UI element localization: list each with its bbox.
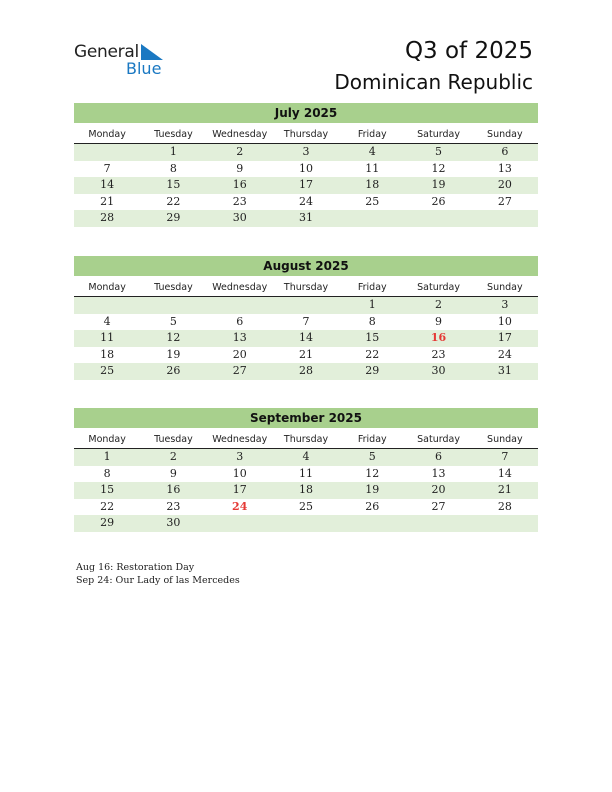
day-cell: 4 <box>302 450 310 463</box>
day-cell: 12 <box>166 331 181 344</box>
holiday-notes <box>76 561 240 587</box>
day-cell: 23 <box>232 194 247 208</box>
week-row <box>74 347 538 364</box>
day-cell: 23 <box>431 347 446 361</box>
day-cell: 1 <box>368 298 376 311</box>
day-cell: 28 <box>100 211 115 224</box>
day-cell: 9 <box>236 161 244 175</box>
day-cell: 29 <box>365 364 380 377</box>
day-cell: 27 <box>232 364 247 377</box>
day-cell: 21 <box>298 347 313 361</box>
weekday-label: Saturday <box>417 282 460 293</box>
day-cell: 8 <box>169 161 177 175</box>
day-cell: 24 <box>497 347 512 361</box>
month-july <box>74 103 538 227</box>
day-cell: 4 <box>368 145 376 158</box>
day-cell: 18 <box>365 178 380 191</box>
day-cell: 19 <box>431 178 446 191</box>
weekday-label: Friday <box>357 282 387 293</box>
weekday-label: Monday <box>88 282 126 293</box>
day-cell: 5 <box>435 145 443 158</box>
day-cell: 26 <box>166 364 181 377</box>
weekday-label: Tuesday <box>154 129 193 140</box>
day-cell: 27 <box>431 499 446 513</box>
day-cell <box>339 515 405 532</box>
day-cell: 13 <box>232 331 247 344</box>
weekday-label: Saturday <box>417 129 460 140</box>
weekday-header-row <box>74 126 538 144</box>
week-row <box>74 210 538 227</box>
day-cell: 2 <box>435 298 443 311</box>
day-cell: 23 <box>166 499 181 513</box>
day-cell: 2 <box>236 145 244 158</box>
day-cell: 12 <box>365 466 380 480</box>
day-cell: 9 <box>435 314 443 328</box>
day-cell: 7 <box>302 314 310 328</box>
day-cell: 19 <box>365 483 380 496</box>
day-cell: 9 <box>169 466 177 480</box>
day-cell: 20 <box>431 483 446 496</box>
holiday-note: Sep 24: Our Lady of las Mercedes <box>76 575 240 586</box>
day-cell: 14 <box>298 331 313 344</box>
weekday-label: Wednesday <box>212 282 268 293</box>
day-cell: 1 <box>169 145 177 158</box>
day-cell: 5 <box>169 314 177 328</box>
day-cell: 12 <box>431 161 446 175</box>
weekday-label: Friday <box>357 129 387 140</box>
week-row <box>74 482 538 499</box>
day-cell: 29 <box>100 516 115 529</box>
day-cell: 27 <box>497 194 512 208</box>
day-cell: 25 <box>100 364 115 377</box>
day-cell: 22 <box>365 347 380 361</box>
month-header: August 2025 <box>74 256 538 276</box>
weekday-label: Tuesday <box>154 434 193 445</box>
month-header: July 2025 <box>74 103 538 123</box>
day-cell <box>405 515 471 532</box>
day-cell: 1 <box>103 450 111 463</box>
week-row <box>74 314 538 331</box>
day-cell: 30 <box>431 364 446 377</box>
weekday-label: Sunday <box>487 129 523 140</box>
week-row <box>74 515 538 532</box>
day-cell: 16 <box>166 483 181 496</box>
week-row <box>74 161 538 178</box>
day-cell: 6 <box>435 450 443 463</box>
day-cell: 28 <box>298 364 313 377</box>
day-cell: 10 <box>497 314 512 328</box>
weekday-label: Sunday <box>487 282 523 293</box>
week-row <box>74 194 538 211</box>
country-name: Dominican Republic <box>334 70 533 94</box>
weekday-label: Wednesday <box>212 129 268 140</box>
day-cell <box>74 144 140 161</box>
day-cell: 15 <box>100 483 115 496</box>
weekday-header-row <box>74 431 538 449</box>
month-header: September 2025 <box>74 408 538 428</box>
weekday-label: Friday <box>357 434 387 445</box>
day-cell: 30 <box>166 516 181 529</box>
day-cell: 13 <box>497 161 512 175</box>
day-cell: 17 <box>497 331 512 344</box>
day-cell <box>140 297 206 314</box>
week-row <box>74 297 538 314</box>
day-cell: 13 <box>431 466 446 480</box>
day-cell <box>273 515 339 532</box>
day-cell: 19 <box>166 347 181 361</box>
day-cell: 25 <box>298 499 313 513</box>
day-cell <box>207 297 273 314</box>
day-cell: 16 <box>232 178 247 191</box>
day-cell <box>405 210 471 227</box>
month-august <box>74 256 538 380</box>
day-cell: 31 <box>497 364 512 377</box>
day-cell: 8 <box>368 314 376 328</box>
day-cell: 31 <box>298 211 313 224</box>
day-cell: 20 <box>497 178 512 191</box>
logo-general-text: General <box>74 42 139 62</box>
day-cell: 17 <box>232 483 247 496</box>
week-row <box>74 363 538 380</box>
day-cell: 14 <box>497 466 512 480</box>
day-cell: 30 <box>232 211 247 224</box>
day-cell: 10 <box>232 466 247 480</box>
day-cell <box>472 210 538 227</box>
day-cell: 17 <box>298 178 313 191</box>
day-cell: 2 <box>169 450 177 463</box>
day-cell <box>273 297 339 314</box>
day-cell <box>472 515 538 532</box>
day-cell: 18 <box>298 483 313 496</box>
weekday-label: Thursday <box>283 282 329 293</box>
weekday-label: Wednesday <box>212 434 268 445</box>
holiday-day-cell: 16 <box>430 331 447 344</box>
day-cell: 14 <box>100 178 115 191</box>
day-cell: 8 <box>103 466 111 480</box>
day-cell: 10 <box>298 161 313 175</box>
day-cell: 6 <box>501 145 509 158</box>
day-cell: 18 <box>100 347 115 361</box>
week-row <box>74 449 538 466</box>
day-cell: 6 <box>236 314 244 328</box>
holiday-day-cell: 24 <box>232 499 248 513</box>
weekday-label: Thursday <box>283 434 329 445</box>
week-row <box>74 499 538 516</box>
weekday-label: Thursday <box>283 129 329 140</box>
week-row <box>74 177 538 194</box>
day-cell: 15 <box>365 331 380 344</box>
day-cell: 22 <box>100 499 115 513</box>
day-cell: 5 <box>368 450 376 463</box>
weekday-label: Sunday <box>487 434 523 445</box>
weekday-label: Monday <box>88 434 126 445</box>
day-cell <box>207 515 273 532</box>
weekday-header-row <box>74 279 538 297</box>
holiday-note: Aug 16: Restoration Day <box>76 562 195 573</box>
day-cell <box>339 210 405 227</box>
day-cell: 11 <box>298 466 313 480</box>
day-cell: 28 <box>497 499 512 513</box>
day-cell: 20 <box>232 347 247 361</box>
weekday-label: Saturday <box>417 434 460 445</box>
day-cell: 26 <box>365 499 380 513</box>
weekday-label: Tuesday <box>154 282 193 293</box>
day-cell: 7 <box>501 450 509 463</box>
week-row <box>74 330 538 347</box>
day-cell: 21 <box>100 194 115 208</box>
day-cell: 11 <box>100 331 115 344</box>
week-row <box>74 144 538 161</box>
day-cell <box>74 297 140 314</box>
day-cell: 3 <box>302 145 310 158</box>
day-cell: 3 <box>236 450 244 463</box>
day-cell: 7 <box>103 161 111 175</box>
day-cell: 26 <box>431 194 446 208</box>
day-cell: 22 <box>166 194 181 208</box>
month-september <box>74 408 538 532</box>
day-cell: 21 <box>497 483 512 496</box>
logo-blue-text: Blue <box>126 59 162 78</box>
day-cell: 11 <box>365 161 380 175</box>
day-cell: 15 <box>166 178 181 191</box>
day-cell: 3 <box>501 298 509 311</box>
day-cell: 4 <box>103 314 111 328</box>
day-cell: 24 <box>298 194 313 208</box>
day-cell: 25 <box>365 194 380 208</box>
page-title: Q3 of 2025 <box>404 38 533 64</box>
week-row <box>74 466 538 483</box>
day-cell: 29 <box>166 211 181 224</box>
logo-triangle-icon <box>141 44 163 60</box>
weekday-label: Monday <box>88 129 126 140</box>
